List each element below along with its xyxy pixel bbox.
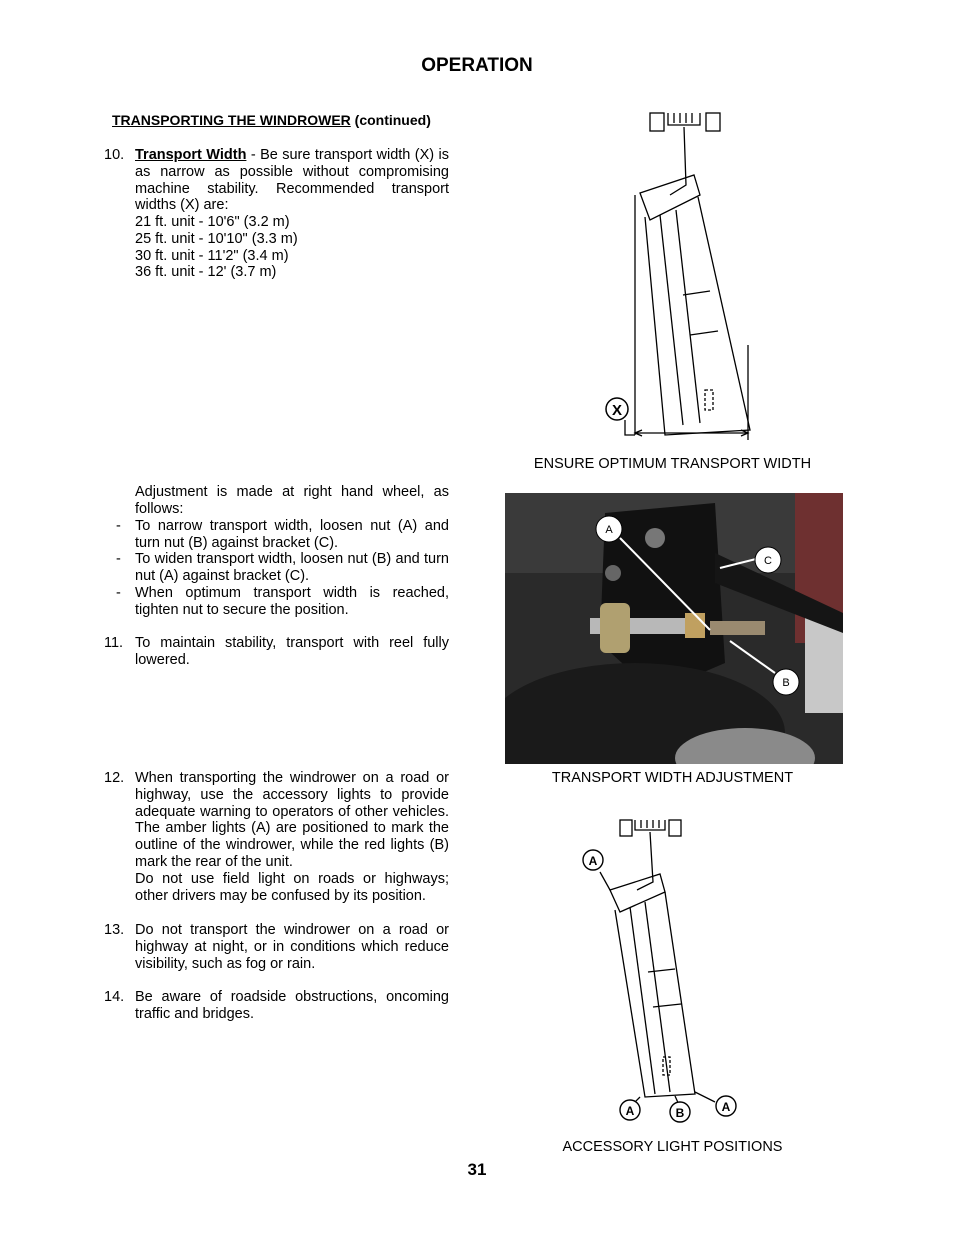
width-item: 21 ft. unit - 10'6" (3.2 m) (135, 214, 290, 230)
callout-c: C (764, 555, 772, 567)
width-item: 30 ft. unit - 11'2" (3.4 m) (135, 247, 289, 264)
fig2-caption: TRANSPORT WIDTH ADJUSTMENT (551, 770, 794, 786)
transport-width-diagram (590, 105, 790, 450)
item-12-number: 12. (104, 770, 125, 786)
callout-a: A (605, 524, 613, 536)
section-title: TRANSPORTING THE WINDROWER (112, 112, 351, 128)
item-10-text (135, 147, 449, 214)
bullet-text: To widen transport width, loosen nut (B) and turn nut (A) against bracket (C). (135, 551, 449, 584)
bullet-dash: - (116, 518, 121, 534)
fig1-caption: ENSURE OPTIMUM TRANSPORT WIDTH (533, 456, 812, 472)
width-list (135, 214, 449, 281)
section-suffix: (continued) (350, 112, 431, 128)
item-13-number: 13. (104, 922, 125, 938)
wheel-adjustment-photo (505, 493, 843, 764)
item-10-number: 10. (104, 147, 125, 163)
item-14-number: 14. (104, 989, 125, 1005)
page-number: 31 (467, 1160, 487, 1179)
bullet-dash: - (116, 585, 121, 601)
page-title: OPERATION (421, 55, 533, 76)
item-12-text: When transporting the windrower on a road or highway, use the accessory lights to provide adequate warning to operators of other vehicles. The amber lights (A) are positioned to mark the outline of the windrower, while the red lights (B) mark the rear of the unit. (135, 770, 449, 870)
item-10-label: Transport Width (135, 147, 247, 163)
item-10-body: - Be sure transport width (X) is as narrow as possible without compromising machine stability. Recommended transport widths (X) are: (135, 147, 449, 214)
width-item: 36 ft. unit - 12' (3.7 m) (135, 264, 277, 281)
accessory-lights-diagram (575, 812, 775, 1127)
item-11-number: 11. (104, 635, 124, 651)
bullet-text: To narrow transport width, loosen nut (A) and turn nut (B) against bracket (C). (135, 518, 449, 551)
item-14-text: Be aware of roadside obstructions, oncoming traffic and bridges. (135, 989, 449, 1022)
section-heading (112, 112, 431, 128)
callout-a: A (588, 854, 598, 868)
bullet-dash: - (116, 551, 121, 567)
callout-b: B (782, 677, 790, 689)
fig3-caption: ACCESSORY LIGHT POSITIONS (562, 1139, 783, 1155)
callout-b: B (675, 1106, 685, 1120)
bullet-text: When optimum transport width is reached, tighten nut to secure the position. (135, 585, 449, 618)
item-11-text: To maintain stability, transport with reel fully lowered. (135, 635, 449, 668)
item-12-text-2: Do not use field light on roads or highways; other drivers may be confused by its position. (135, 871, 449, 904)
adjust-intro: Adjustment is made at right hand wheel, as follows: (135, 484, 449, 517)
width-item: 25 ft. unit - 10'10" (3.3 m) (135, 230, 298, 247)
callout-a: A (625, 1104, 635, 1118)
callout-x: X (611, 402, 623, 419)
callout-a: A (721, 1100, 731, 1114)
item-13-text: Do not transport the windrower on a road or highway at night, or in conditions which reduce visibility, such as fog or rain. (135, 922, 449, 972)
